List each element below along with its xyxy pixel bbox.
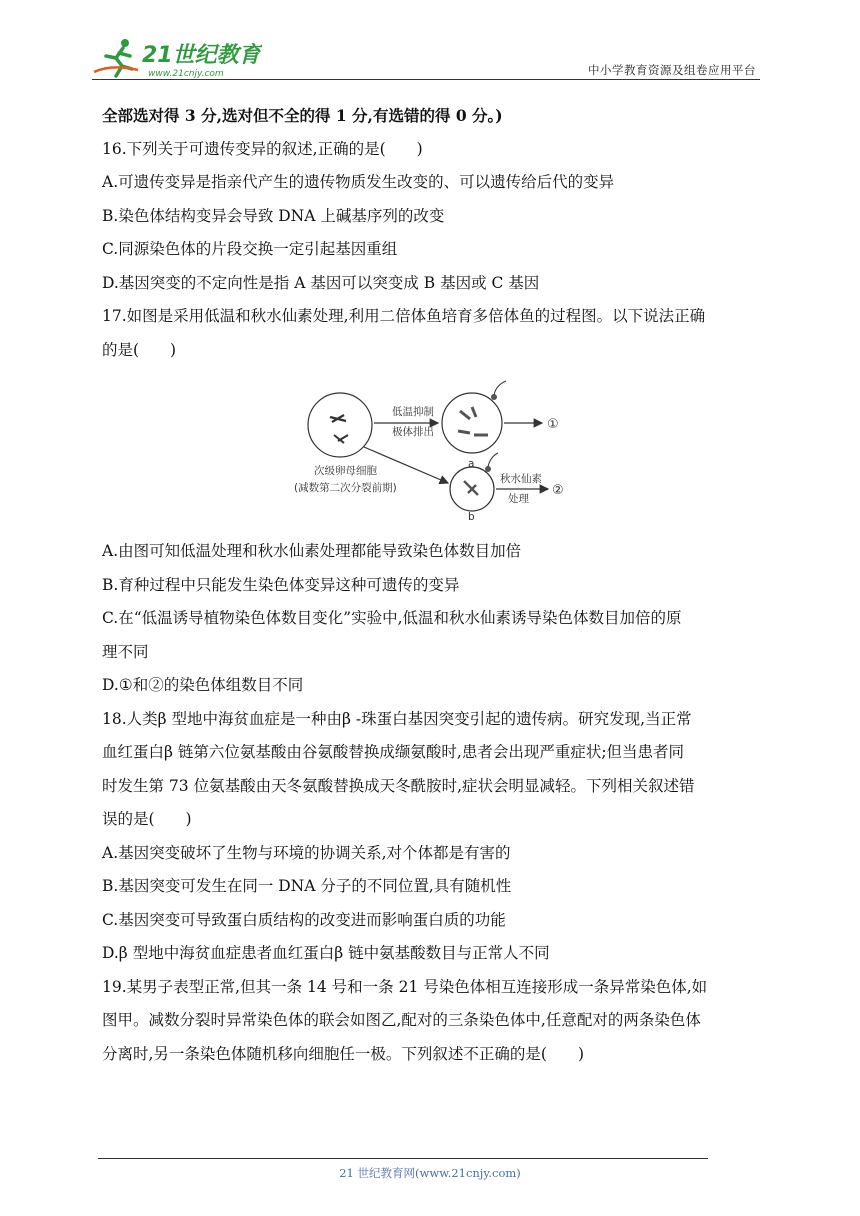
label-colch-2: 处理	[508, 493, 529, 505]
question-18-line-1: 18.人类β 型地中海贫血症是一种由β -珠蛋白基因突变引起的遗传病。研究发现,当正常	[102, 709, 692, 728]
header-divider	[92, 79, 760, 80]
label-out-2: ②	[552, 483, 564, 498]
runner-icon	[94, 39, 138, 76]
question-16-option-d: D.基因突变的不定向性是指 A 基因可以突变成 B 基因或 C 基因	[102, 273, 540, 292]
logo-url: www.21cnjy.com	[148, 69, 224, 79]
platform-title: 中小学教育资源及组卷应用平台	[588, 63, 756, 77]
question-16: 16.下列关于可遗传变异的叙述,正确的是( )	[102, 139, 423, 158]
label-cell-2: (减数第二次分裂前期)	[294, 482, 397, 494]
question-18-option-a: A.基因突变破坏了生物与环境的协调关系,对个体都是有害的	[102, 843, 511, 862]
question-18-option-b: B.基因突变可发生在同一 DNA 分子的不同位置,具有随机性	[102, 877, 512, 895]
question-17-line-2: 的是( )	[102, 340, 177, 359]
question-content	[102, 99, 770, 1071]
question-19-line-3: 分离时,另一条染色体随机移向细胞任一极。下列叙述不正确的是( )	[102, 1044, 585, 1063]
question-16-option-c: C.同源染色体的片段交换一定引起基因重组	[102, 240, 398, 258]
question-18-line-3: 时发生第 73 位氨基酸由天冬氨酸替换成天冬酰胺时,症状会明显减轻。下列相关叙述错	[102, 776, 695, 795]
question-17-line-1: 17.如图是采用低温和秋水仙素处理,利用二倍体鱼培育多倍体鱼的过程图。以下说法正确	[102, 307, 706, 325]
question-17-option-a: A.由图可知低温处理和秋水仙素处理都能导致染色体数目加倍	[102, 542, 522, 560]
question-17-option-b: B.育种过程中只能发生染色体变异这种可遗传的变异	[102, 575, 460, 594]
page-header	[92, 34, 760, 82]
question-17-option-c-line-1: C.在“低温诱导植物染色体数目变化”实验中,低温和秋水仙素诱导染色体数目加倍的原	[102, 609, 682, 627]
label-cell-1: 次级卵母细胞	[314, 465, 377, 477]
question-18-option-c: C.基因突变可导致蛋白质结构的改变进而影响蛋白质的功能	[102, 910, 506, 929]
logo-wordmark: 21世纪教育	[142, 43, 261, 68]
question-19-line-1: 19.某男子表型正常,但其一条 14 号和一条 21 号染色体相互连接形成一条异常染色体,如	[102, 977, 708, 996]
page-footer: 21 世纪教育网(www.21cnjy.com)	[339, 1166, 521, 1180]
label-b: b	[468, 511, 475, 521]
question-17-option-c-line-2: 理不同	[102, 642, 149, 661]
question-19-line-2: 图甲。减数分裂时异常染色体的联会如图乙,配对的三条染色体中,任意配对的两条染色体	[102, 1011, 701, 1029]
label-a: a	[468, 458, 475, 470]
label-colch-1: 秋水仙素	[500, 473, 542, 485]
fish-polyploid-figure	[102, 375, 770, 521]
question-16-option-a: A.可遗传变异是指亲代产生的遗传物质发生改变的、可以遗传给后代的变异	[102, 173, 615, 191]
label-cold: 低温抑制	[392, 406, 434, 418]
oocyte-cell	[308, 393, 372, 457]
question-18-line-2: 血红蛋白β 链第六位氨基酸由谷氨酸替换成缬氨酸时,患者会出现严重症状;但当患者同	[102, 743, 685, 761]
label-out-1: ①	[547, 417, 559, 432]
footer-divider	[98, 1158, 708, 1159]
question-18-option-d: D.β 型地中海贫血症患者血红蛋白β 链中氨基酸数目与正常人不同	[102, 944, 550, 962]
instructions-line: 全部选对得 3 分,选对但不全的得 1 分,有选错的得 0 分。)	[102, 106, 503, 125]
question-16-option-b: B.染色体结构变异会导致 DNA 上碱基序列的改变	[102, 206, 445, 225]
label-polar: 极体排出	[392, 426, 434, 438]
question-17-option-d: D.①和②的染色体组数目不同	[102, 676, 304, 694]
cell-a	[442, 381, 506, 453]
question-18-line-4: 误的是( )	[102, 810, 192, 828]
site-logo	[92, 36, 262, 80]
